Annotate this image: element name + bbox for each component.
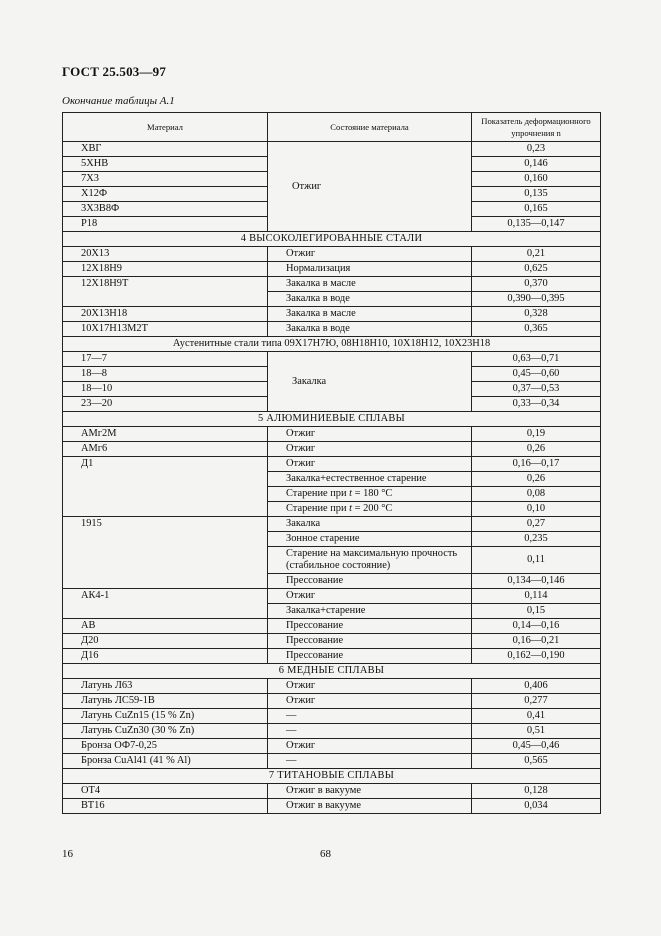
material-cell: АК4-1 xyxy=(63,589,268,619)
section-heading: 4 ВЫСОКОЛЕГИРОВАННЫЕ СТАЛИ xyxy=(63,232,601,247)
table-row xyxy=(63,517,601,532)
section-heading-row xyxy=(63,412,601,427)
table-row xyxy=(63,694,601,709)
state-cell: Отжиг xyxy=(268,679,472,694)
material-cell: Латунь CuZn30 (30 % Zn) xyxy=(63,724,268,739)
table-row xyxy=(63,649,601,664)
value-cell: 0,328 xyxy=(472,307,601,322)
table-row xyxy=(63,352,601,367)
state-cell: Закалка в масле xyxy=(268,307,472,322)
value-cell: 0,406 xyxy=(472,679,601,694)
value-cell: 0,26 xyxy=(472,442,601,457)
table-row xyxy=(63,634,601,649)
table-row xyxy=(63,799,601,814)
subheading-row xyxy=(63,337,601,352)
value-cell: 0,63—0,71 xyxy=(472,352,601,367)
table-row xyxy=(63,322,601,337)
value-cell: 0,135 xyxy=(472,187,601,202)
standard-title: ГОСТ 25.503—97 xyxy=(62,64,167,79)
material-cell: Д20 xyxy=(63,634,268,649)
material-cell: Р18 xyxy=(63,217,268,232)
material-cell: 5ХНВ xyxy=(63,157,268,172)
state-cell: — xyxy=(268,724,472,739)
value-cell: 0,23 xyxy=(472,142,601,157)
value-cell: 0,162—0,190 xyxy=(472,649,601,664)
table-row xyxy=(63,619,601,634)
state-cell: Старение на максимальную прочность (стабильное состояние) xyxy=(268,547,472,574)
value-cell: 0,33—0,34 xyxy=(472,397,601,412)
value-cell: 0,128 xyxy=(472,784,601,799)
table-row xyxy=(63,739,601,754)
state-cell: Зонное старение xyxy=(268,532,472,547)
material-cell: Латунь ЛС59-1В xyxy=(63,694,268,709)
state-text: = 200 °С xyxy=(352,503,393,514)
table-row xyxy=(63,442,601,457)
value-cell: 0,45—0,46 xyxy=(472,739,601,754)
state-cell: — xyxy=(268,709,472,724)
table-row xyxy=(63,457,601,472)
state-cell: Отжиг xyxy=(268,247,472,262)
material-cell: 1915 xyxy=(63,517,268,589)
material-cell: АВ xyxy=(63,619,268,634)
value-cell: 0,034 xyxy=(472,799,601,814)
table-row xyxy=(63,784,601,799)
material-cell: Х12Ф xyxy=(63,187,268,202)
value-cell: 0,26 xyxy=(472,472,601,487)
section-heading-row xyxy=(63,769,601,784)
table-header-row xyxy=(63,113,601,142)
state-cell: Прессование xyxy=(268,574,472,589)
value-cell: 0,134—0,146 xyxy=(472,574,601,589)
col-header-material: Материал xyxy=(63,113,268,142)
state-cell: Нормализация xyxy=(268,262,472,277)
material-cell: Латунь CuZn15 (15 % Zn) xyxy=(63,709,268,724)
state-text: Старение при xyxy=(286,488,350,499)
value-cell: 0,45—0,60 xyxy=(472,367,601,382)
state-cell: Закалка xyxy=(268,517,472,532)
value-cell: 0,16—0,21 xyxy=(472,634,601,649)
table-row xyxy=(63,679,601,694)
value-cell: 0,15 xyxy=(472,604,601,619)
section-heading: 6 МЕДНЫЕ СПЛАВЫ xyxy=(63,664,601,679)
table-row xyxy=(63,142,601,157)
value-cell: 0,16—0,17 xyxy=(472,457,601,472)
page-number-left: 16 xyxy=(62,848,73,860)
state-cell: Закалка в масле xyxy=(268,277,472,292)
table-row xyxy=(63,262,601,277)
state-cell: Прессование xyxy=(268,649,472,664)
table-row xyxy=(63,277,601,292)
value-cell: 0,41 xyxy=(472,709,601,724)
table-caption: Окончание таблицы А.1 xyxy=(62,95,175,107)
state-cell: Прессование xyxy=(268,634,472,649)
state-cell: Отжиг xyxy=(268,442,472,457)
temperature-symbol: t xyxy=(349,488,353,499)
section-heading-row xyxy=(63,232,601,247)
state-cell xyxy=(268,502,472,517)
state-cell: Отжиг в вакууме xyxy=(268,784,472,799)
value-cell: 0,19 xyxy=(472,427,601,442)
state-cell: Закалка+естественное старение xyxy=(268,472,472,487)
table-row xyxy=(63,307,601,322)
section-heading: 7 ТИТАНОВЫЕ СПЛАВЫ xyxy=(63,769,601,784)
value-cell: 0,565 xyxy=(472,754,601,769)
material-cell: 18—8 xyxy=(63,367,268,382)
value-cell: 0,10 xyxy=(472,502,601,517)
material-cell: 10Х17Н13М2Т xyxy=(63,322,268,337)
material-cell: Д16 xyxy=(63,649,268,664)
material-cell: 17—7 xyxy=(63,352,268,367)
value-cell: 0,21 xyxy=(472,247,601,262)
col-header-index: Показатель деформационного упрочнения n xyxy=(472,113,601,142)
material-cell: ВТ16 xyxy=(63,799,268,814)
value-cell: 0,625 xyxy=(472,262,601,277)
value-cell: 0,114 xyxy=(472,589,601,604)
value-cell: 0,235 xyxy=(472,532,601,547)
material-cell: АМг6 xyxy=(63,442,268,457)
material-cell: ОТ4 xyxy=(63,784,268,799)
materials-table xyxy=(62,112,601,814)
table-row xyxy=(63,589,601,604)
material-cell: Бронза CuAl41 (41 % Al) xyxy=(63,754,268,769)
state-cell: Отжиг xyxy=(268,427,472,442)
material-cell: ХВГ xyxy=(63,142,268,157)
material-cell: 12Х18Н9Т xyxy=(63,277,268,307)
state-cell: Отжиг xyxy=(268,589,472,604)
section-heading-row xyxy=(63,664,601,679)
table-row xyxy=(63,427,601,442)
value-cell: 0,370 xyxy=(472,277,601,292)
table-row xyxy=(63,754,601,769)
value-cell: 0,365 xyxy=(472,322,601,337)
value-cell: 0,51 xyxy=(472,724,601,739)
temperature-symbol: t xyxy=(349,503,353,514)
state-cell: Закалка+старение xyxy=(268,604,472,619)
material-cell: 7Х3 xyxy=(63,172,268,187)
state-cell xyxy=(268,487,472,502)
value-cell: 0,14—0,16 xyxy=(472,619,601,634)
material-cell: 20Х13 xyxy=(63,247,268,262)
material-cell: Бронза ОФ7-0,25 xyxy=(63,739,268,754)
table-row xyxy=(63,724,601,739)
value-cell: 0,08 xyxy=(472,487,601,502)
material-cell: 3Х3В8Ф xyxy=(63,202,268,217)
col-header-state: Состояние материала xyxy=(268,113,472,142)
material-cell: 12Х18Н9 xyxy=(63,262,268,277)
value-cell: 0,135—0,147 xyxy=(472,217,601,232)
state-cell: Отжиг xyxy=(268,694,472,709)
value-cell: 0,11 xyxy=(472,547,601,574)
table-row xyxy=(63,247,601,262)
state-cell: Закалка xyxy=(268,352,472,412)
state-cell: Закалка в воде xyxy=(268,292,472,307)
material-cell: Д1 xyxy=(63,457,268,517)
state-cell: Отжиг xyxy=(268,739,472,754)
austenitic-subheading: Аустенитные стали типа 09Х17Н7Ю, 08Н18Н10, 10Х18Н12, 10Х23Н18 xyxy=(63,337,601,352)
state-cell: — xyxy=(268,754,472,769)
value-cell: 0,277 xyxy=(472,694,601,709)
material-cell: АМг2М xyxy=(63,427,268,442)
state-cell: Отжиг xyxy=(268,142,472,232)
material-cell: Латунь Л63 xyxy=(63,679,268,694)
state-cell: Закалка в воде xyxy=(268,322,472,337)
material-cell: 20Х13Н18 xyxy=(63,307,268,322)
state-cell: Отжиг в вакууме xyxy=(268,799,472,814)
page-number-center: 68 xyxy=(320,848,331,860)
state-cell: Прессование xyxy=(268,619,472,634)
value-cell: 0,146 xyxy=(472,157,601,172)
state-cell: Отжиг xyxy=(268,457,472,472)
value-cell: 0,390—0,395 xyxy=(472,292,601,307)
value-cell: 0,27 xyxy=(472,517,601,532)
table-row xyxy=(63,709,601,724)
material-cell: 23—20 xyxy=(63,397,268,412)
value-cell: 0,165 xyxy=(472,202,601,217)
material-cell: 18—10 xyxy=(63,382,268,397)
value-cell: 0,37—0,53 xyxy=(472,382,601,397)
state-text: Старение при xyxy=(286,503,350,514)
section-heading: 5 АЛЮМИНИЕВЫЕ СПЛАВЫ xyxy=(63,412,601,427)
state-text: = 180 °С xyxy=(352,488,393,499)
value-cell: 0,160 xyxy=(472,172,601,187)
